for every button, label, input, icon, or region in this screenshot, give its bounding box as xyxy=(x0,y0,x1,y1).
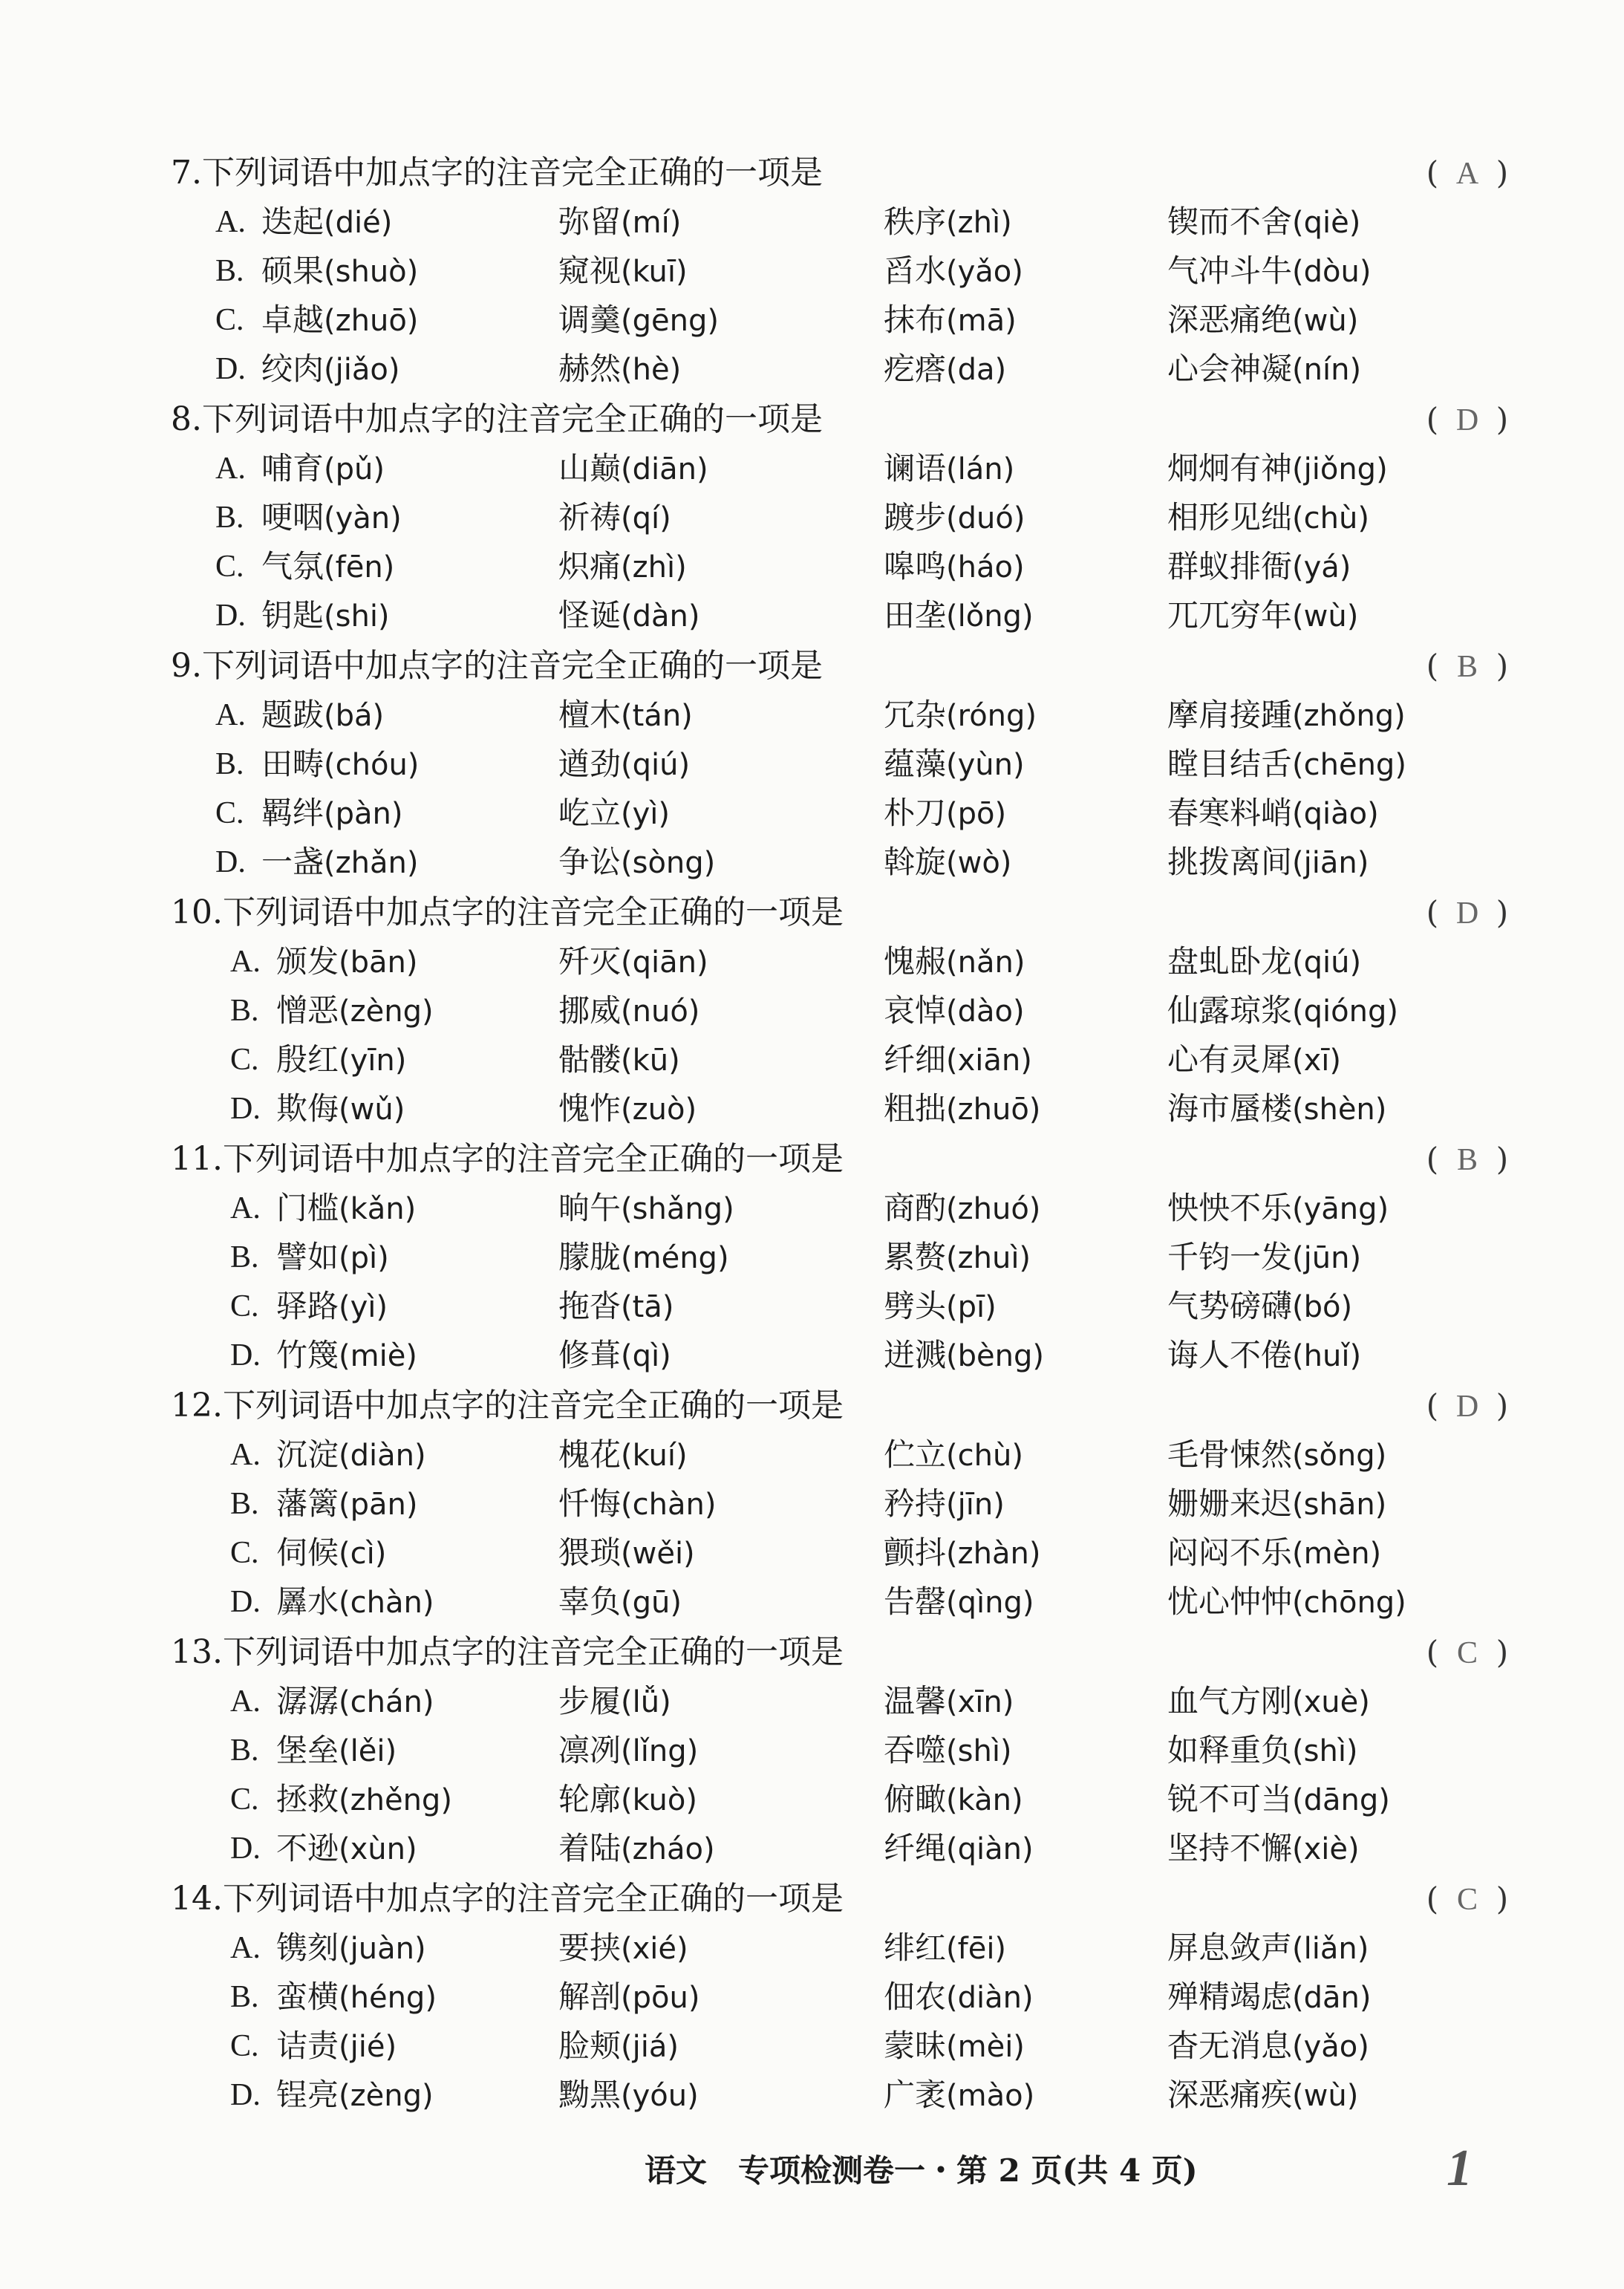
option-label: B. xyxy=(215,501,244,535)
option-row xyxy=(171,1184,1522,1233)
option-label: D. xyxy=(230,1831,261,1866)
question-number: 14. xyxy=(171,1880,223,1918)
option-row xyxy=(171,1775,1522,1824)
option-word: 忏悔(chàn) xyxy=(558,1485,717,1522)
option-word: 炯炯有神(jiǒng) xyxy=(1167,450,1388,486)
option-label: C. xyxy=(215,303,244,337)
option-word: 瞠目结舌(chēng) xyxy=(1167,746,1406,782)
option-row xyxy=(171,1430,1522,1479)
option-label: C. xyxy=(230,1782,259,1817)
option-row xyxy=(171,296,1522,345)
option-row xyxy=(171,1677,1522,1726)
answer-box: ( B ) xyxy=(1420,1135,1524,1185)
option-word: 羁绊(pàn) xyxy=(261,795,403,831)
option-label: B. xyxy=(230,1240,259,1274)
option-word: 颤抖(zhàn) xyxy=(884,1534,1041,1571)
question-number: 12. xyxy=(171,1387,223,1424)
option-label: C. xyxy=(230,1043,259,1077)
option-word: 修葺(qì) xyxy=(558,1337,671,1373)
corner-page-number: 1 xyxy=(1447,2140,1473,2197)
option-word: 弥留(mí) xyxy=(558,203,682,240)
option-word: 血气方刚(xuè) xyxy=(1167,1683,1370,1719)
option-word: 春寒料峭(qiào) xyxy=(1167,795,1379,831)
option-label: C. xyxy=(230,2029,259,2063)
option-word: 气冲斗牛(dòu) xyxy=(1167,253,1372,289)
option-word: 冗杂(róng) xyxy=(884,697,1037,733)
answer-letter: D xyxy=(1455,896,1479,931)
option-row xyxy=(171,740,1522,789)
option-word: 朦胧(méng) xyxy=(558,1239,729,1275)
option-word: 群蚁排衙(yá) xyxy=(1167,548,1351,585)
option-word: 遒劲(qiú) xyxy=(558,746,691,782)
option-word: 屏息敛声(liǎn) xyxy=(1167,1930,1369,1966)
option-word: 摩肩接踵(zhǒng) xyxy=(1167,697,1406,733)
question-number: 7. xyxy=(171,154,202,192)
option-word: 脸颊(jiá) xyxy=(558,2028,679,2064)
option-label: D. xyxy=(230,1585,261,1619)
answer-box: ( C ) xyxy=(1420,1628,1524,1678)
option-word: 步履(lǚ) xyxy=(558,1683,671,1719)
answer-letter: D xyxy=(1455,1390,1479,1424)
option-word: 劈头(pī) xyxy=(884,1288,997,1324)
option-word: 硕果(shuò) xyxy=(261,253,419,289)
option-word: 骷髅(kū) xyxy=(558,1041,680,1078)
option-row xyxy=(171,1824,1522,1873)
question-stem xyxy=(171,1875,1522,1924)
option-word: 如释重负(shì) xyxy=(1167,1732,1358,1768)
question-text: 下列词语中加点字的注音完全正确的一项是 xyxy=(222,1633,844,1671)
answer-box: ( D ) xyxy=(1420,1381,1524,1431)
option-word: 哽咽(yàn) xyxy=(261,499,402,535)
option-row xyxy=(171,2022,1522,2071)
question-text: 下列词语中加点字的注音完全正确的一项是 xyxy=(222,893,844,931)
option-label: B. xyxy=(215,747,244,781)
question-text: 下列词语中加点字的注音完全正确的一项是 xyxy=(222,1140,844,1178)
option-row xyxy=(171,345,1522,394)
option-word: 歼灭(qiān) xyxy=(558,943,708,980)
option-word: 蛮横(héng) xyxy=(276,1979,437,2015)
question-block xyxy=(171,395,1522,640)
option-word: 兀兀穷年(wù) xyxy=(1167,597,1359,634)
option-word: 譬如(pì) xyxy=(276,1239,389,1275)
option-word: 炽痛(zhì) xyxy=(558,548,687,585)
option-word: 锐不可当(dāng) xyxy=(1167,1781,1390,1817)
option-word: 迸溅(bèng) xyxy=(884,1337,1044,1373)
option-word: 仙露琼浆(qióng) xyxy=(1167,992,1398,1029)
option-word: 镌刻(juàn) xyxy=(276,1930,426,1966)
option-label: A. xyxy=(230,1438,261,1472)
option-row xyxy=(171,1528,1522,1577)
option-row xyxy=(171,937,1522,986)
option-row xyxy=(171,1726,1522,1775)
option-word: 怪诞(dàn) xyxy=(558,597,700,634)
option-word: 诲人不倦(huǐ) xyxy=(1167,1337,1362,1373)
option-word: 挪威(nuó) xyxy=(558,992,700,1029)
option-word: 不逊(xùn) xyxy=(276,1830,417,1866)
question-block xyxy=(171,1875,1522,2120)
option-label: D. xyxy=(230,1338,261,1373)
option-word: 怏怏不乐(yāng) xyxy=(1167,1190,1389,1226)
question-block xyxy=(171,1135,1522,1380)
option-word: 檀木(tán) xyxy=(558,697,693,733)
option-word: 心有灵犀(xī) xyxy=(1167,1041,1342,1078)
option-word: 轮廓(kuò) xyxy=(558,1781,697,1817)
option-word: 斡旋(wò) xyxy=(884,844,1012,880)
option-word: 祈祷(qí) xyxy=(558,499,671,535)
option-label: C. xyxy=(215,550,244,584)
option-row xyxy=(171,444,1522,493)
option-word: 心会神凝(nín) xyxy=(1167,351,1362,387)
option-word: 愧怍(zuò) xyxy=(558,1090,697,1127)
answer-letter: B xyxy=(1456,650,1478,684)
option-word: 气氛(fēn) xyxy=(261,548,395,585)
option-row xyxy=(171,789,1522,838)
option-word: 广袤(mào) xyxy=(884,2077,1035,2113)
option-word: 伺候(cì) xyxy=(276,1534,387,1571)
option-word: 屹立(yì) xyxy=(558,795,671,831)
option-row xyxy=(171,542,1522,591)
option-word: 姗姗来迟(shān) xyxy=(1167,1485,1387,1522)
option-word: 驿路(yì) xyxy=(276,1288,388,1324)
question-text: 下列词语中加点字的注音完全正确的一项是 xyxy=(201,400,823,438)
option-word: 调羹(gēng) xyxy=(558,302,719,338)
option-word: 挑拨离间(jiān) xyxy=(1167,844,1369,880)
question-text: 下列词语中加点字的注音完全正确的一项是 xyxy=(222,1387,844,1424)
footer-text: 语文 专项检测卷一・第 2 页(共 4 页) xyxy=(645,2152,1198,2189)
option-word: 猥琐(wěi) xyxy=(558,1534,695,1571)
option-word: 气势磅礴(bó) xyxy=(1167,1288,1353,1324)
answer-box: ( D ) xyxy=(1420,395,1524,445)
question-number: 11. xyxy=(171,1140,223,1178)
option-word: 千钧一发(jūn) xyxy=(1167,1239,1362,1275)
option-label: A. xyxy=(230,1191,261,1225)
option-label: C. xyxy=(215,796,244,830)
option-word: 吞噬(shì) xyxy=(884,1732,1012,1768)
question-block xyxy=(171,1381,1522,1627)
answer-letter: B xyxy=(1456,1143,1478,1177)
option-label: A. xyxy=(230,1684,261,1719)
option-row xyxy=(171,1084,1522,1133)
option-row xyxy=(171,198,1522,247)
option-row xyxy=(171,1973,1522,2022)
option-label: D. xyxy=(215,845,246,879)
option-word: 锃亮(zèng) xyxy=(276,2077,434,2113)
question-stem xyxy=(171,1381,1522,1430)
option-word: 佃农(diàn) xyxy=(884,1979,1034,2015)
option-label: A. xyxy=(215,452,246,486)
option-word: 毛骨悚然(sǒng) xyxy=(1167,1436,1387,1473)
option-row xyxy=(171,493,1522,542)
option-row xyxy=(171,2071,1522,2120)
option-word: 田畴(chóu) xyxy=(261,746,420,782)
option-word: 钥匙(shi) xyxy=(261,597,390,634)
question-number: 9. xyxy=(171,647,202,685)
option-label: D. xyxy=(230,1092,261,1126)
option-label: B. xyxy=(230,1733,259,1768)
option-word: 卓越(zhuō) xyxy=(261,302,419,338)
option-word: 蒙昧(mèi) xyxy=(884,2028,1025,2064)
option-word: 累赘(zhuì) xyxy=(884,1239,1031,1275)
option-word: 诘责(jié) xyxy=(276,2028,397,2064)
option-label: D. xyxy=(230,2078,261,2112)
option-word: 迭起(dié) xyxy=(261,203,393,240)
option-row xyxy=(171,1479,1522,1528)
option-word: 殷红(yīn) xyxy=(276,1041,407,1078)
option-word: 俯瞰(kàn) xyxy=(884,1781,1023,1817)
option-label: B. xyxy=(230,1487,259,1521)
option-row xyxy=(171,1577,1522,1627)
option-word: 纤绳(qiàn) xyxy=(884,1830,1034,1866)
option-word: 凛冽(lǐng) xyxy=(558,1732,699,1768)
option-label: A. xyxy=(230,945,261,979)
question-text: 下列词语中加点字的注音完全正确的一项是 xyxy=(201,154,823,192)
option-word: 粗拙(zhuō) xyxy=(884,1090,1041,1127)
question-stem xyxy=(171,149,1522,198)
option-word: 拯救(zhěng) xyxy=(276,1781,452,1817)
answer-box: ( C ) xyxy=(1420,1875,1524,1924)
question-block xyxy=(171,149,1522,394)
question-stem xyxy=(171,1135,1522,1184)
question-stem xyxy=(171,642,1522,691)
option-word: 藩篱(pān) xyxy=(276,1485,418,1522)
option-word: 欺侮(wǔ) xyxy=(276,1090,405,1127)
option-label: C. xyxy=(230,1289,259,1323)
option-word: 盘虬卧龙(qiú) xyxy=(1167,943,1362,980)
option-label: B. xyxy=(215,254,244,288)
option-word: 深恶痛疾(wù) xyxy=(1167,2077,1359,2113)
option-word: 争讼(sòng) xyxy=(558,844,716,880)
option-word: 谰语(lán) xyxy=(884,450,1015,486)
option-word: 要挟(xié) xyxy=(558,1930,688,1966)
option-word: 晌午(shǎng) xyxy=(558,1190,734,1226)
option-label: D. xyxy=(215,352,246,386)
option-row xyxy=(171,1924,1522,1973)
option-row xyxy=(171,247,1522,296)
option-word: 辜负(gū) xyxy=(558,1583,682,1620)
option-word: 纤细(xiān) xyxy=(884,1041,1032,1078)
answer-box: ( D ) xyxy=(1420,888,1524,938)
option-word: 秩序(zhì) xyxy=(884,203,1012,240)
option-word: 羼水(chàn) xyxy=(276,1583,434,1620)
option-label: B. xyxy=(230,994,259,1028)
answer-letter: D xyxy=(1455,403,1479,437)
option-word: 竹篾(miè) xyxy=(276,1337,417,1373)
question-number: 8. xyxy=(171,400,202,438)
answer-box: ( A ) xyxy=(1420,149,1524,198)
option-word: 门槛(kǎn) xyxy=(276,1190,417,1226)
question-stem xyxy=(171,395,1522,444)
option-word: 拖沓(tā) xyxy=(558,1288,674,1324)
option-word: 一盏(zhǎn) xyxy=(261,844,419,880)
option-word: 颁发(bān) xyxy=(276,943,418,980)
option-word: 题跋(bá) xyxy=(261,697,385,733)
option-word: 嗥鸣(háo) xyxy=(884,548,1025,585)
option-word: 田垄(lǒng) xyxy=(884,597,1034,634)
option-label: A. xyxy=(215,205,246,239)
option-word: 深恶痛绝(wù) xyxy=(1167,302,1359,338)
option-row xyxy=(171,986,1522,1035)
answer-letter: C xyxy=(1456,1636,1478,1670)
option-word: 舀水(yǎo) xyxy=(884,253,1023,289)
option-word: 沉淀(diàn) xyxy=(276,1436,426,1473)
option-word: 忧心忡忡(chōng) xyxy=(1167,1583,1406,1620)
option-word: 着陆(zháo) xyxy=(558,1830,715,1866)
option-word: 哀悼(dào) xyxy=(884,992,1025,1029)
option-word: 山巅(diān) xyxy=(558,450,708,486)
question-text: 下列词语中加点字的注音完全正确的一项是 xyxy=(222,1880,844,1918)
question-stem xyxy=(171,888,1522,937)
option-row xyxy=(171,838,1522,887)
option-word: 哺育(pǔ) xyxy=(261,450,385,486)
option-row xyxy=(171,1282,1522,1331)
option-word: 闷闷不乐(mèn) xyxy=(1167,1534,1382,1571)
option-word: 愧赧(nǎn) xyxy=(884,943,1025,980)
question-block xyxy=(171,1628,1522,1873)
option-row xyxy=(171,691,1522,740)
option-word: 坚持不懈(xiè) xyxy=(1167,1830,1360,1866)
option-word: 窥视(kuī) xyxy=(558,253,688,289)
question-stem xyxy=(171,1628,1522,1677)
option-word: 潺潺(chán) xyxy=(276,1683,434,1719)
option-label: A. xyxy=(215,698,246,732)
option-word: 殚精竭虑(dān) xyxy=(1167,1979,1372,2015)
option-word: 朴刀(pō) xyxy=(884,795,1007,831)
option-label: B. xyxy=(230,1980,259,2014)
option-word: 绯红(fēi) xyxy=(884,1930,1007,1966)
option-word: 疙瘩(da) xyxy=(884,351,1007,387)
option-word: 海市蜃楼(shèn) xyxy=(1167,1090,1387,1127)
option-word: 告罄(qìng) xyxy=(884,1583,1034,1620)
option-row xyxy=(171,1331,1522,1380)
option-word: 杳无消息(yǎo) xyxy=(1167,2028,1369,2064)
option-word: 堡垒(lěi) xyxy=(276,1732,397,1768)
option-row xyxy=(171,591,1522,640)
option-word: 蕴藻(yùn) xyxy=(884,746,1025,782)
option-word: 黝黑(yóu) xyxy=(558,2077,699,2113)
option-word: 赫然(hè) xyxy=(558,351,682,387)
option-word: 锲而不舍(qiè) xyxy=(1167,203,1361,240)
option-word: 憎恶(zèng) xyxy=(276,992,434,1029)
option-word: 相形见绌(chù) xyxy=(1167,499,1369,535)
option-label: D. xyxy=(215,599,246,633)
page-footer xyxy=(0,2140,1624,2197)
question-block xyxy=(171,642,1522,887)
option-word: 绞肉(jiǎo) xyxy=(261,351,400,387)
answer-letter: A xyxy=(1455,157,1479,191)
option-word: 伫立(chù) xyxy=(884,1436,1023,1473)
option-word: 商酌(zhuó) xyxy=(884,1190,1041,1226)
option-word: 解剖(pōu) xyxy=(558,1979,700,2015)
option-label: C. xyxy=(230,1536,259,1570)
question-block xyxy=(171,888,1522,1133)
question-number: 13. xyxy=(171,1633,223,1671)
option-label: A. xyxy=(230,1931,261,1965)
option-row xyxy=(171,1035,1522,1084)
question-text: 下列词语中加点字的注音完全正确的一项是 xyxy=(201,647,823,685)
option-row xyxy=(171,1233,1522,1282)
option-word: 踱步(duó) xyxy=(884,499,1025,535)
option-word: 抹布(mā) xyxy=(884,302,1017,338)
answer-box: ( B ) xyxy=(1420,642,1524,691)
answer-letter: C xyxy=(1456,1883,1478,1917)
option-word: 温馨(xīn) xyxy=(884,1683,1014,1719)
question-number: 10. xyxy=(171,893,223,931)
option-word: 矜持(jīn) xyxy=(884,1485,1005,1522)
option-word: 槐花(kuí) xyxy=(558,1436,688,1473)
